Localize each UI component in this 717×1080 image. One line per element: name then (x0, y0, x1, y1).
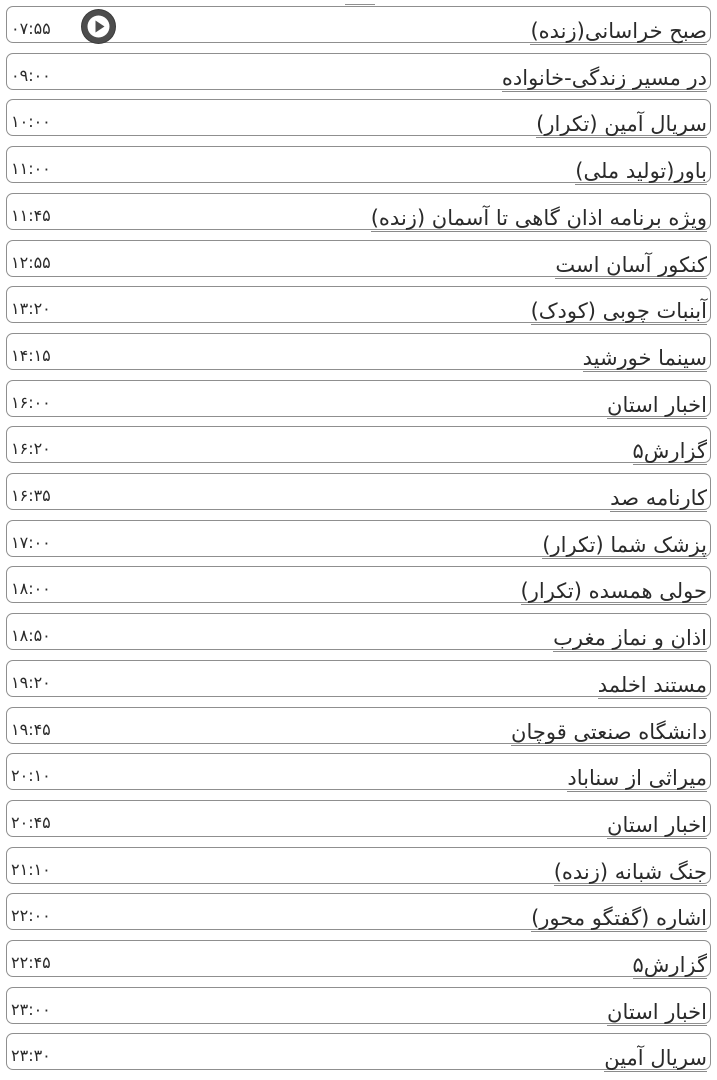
program-title: باور(تولید ملی) (575, 159, 707, 184)
program-title: در مسیر زندگی-خانواده (501, 65, 707, 90)
play-icon (82, 10, 115, 43)
schedule-row[interactable] (6, 566, 711, 603)
program-title: گزارش۵ (632, 953, 707, 977)
program-title: میراثی از سناباد (567, 766, 707, 791)
program-title: صبح خراسانی(زنده) (530, 19, 707, 43)
schedule-row[interactable] (6, 473, 711, 510)
program-time: ۲۰:۴۵ (11, 812, 51, 832)
play-button[interactable] (82, 10, 115, 43)
schedule-row[interactable] (6, 893, 711, 930)
program-time: ۱۱:۰۰ (11, 159, 51, 179)
list-top-edge (345, 0, 375, 5)
program-time: ۲۱:۱۰ (11, 859, 51, 879)
program-title: آبنبات چوبی (کودک) (530, 299, 707, 324)
program-time: ۱۹:۴۵ (11, 719, 51, 739)
program-title: دانشگاه صنعتی قوچان (511, 719, 707, 744)
schedule-row[interactable] (6, 333, 711, 370)
program-time: ۲۳:۰۰ (11, 999, 51, 1019)
schedule-row[interactable] (6, 707, 711, 744)
program-title: سریال آمین (تکرار) (536, 112, 707, 137)
program-time: ۱۲:۵۵ (11, 252, 51, 272)
program-title: سینما خورشید (582, 345, 707, 370)
program-time: ۱۸:۵۰ (11, 626, 51, 646)
schedule-row[interactable] (6, 53, 711, 90)
schedule-row[interactable] (6, 613, 711, 650)
schedule-row[interactable] (6, 753, 711, 790)
schedule-row[interactable] (6, 660, 711, 697)
program-time: ۱۴:۱۵ (11, 345, 51, 365)
schedule-row[interactable] (6, 193, 711, 230)
program-title: اخبار استان (607, 999, 707, 1024)
program-time: ۱۱:۴۵ (11, 205, 51, 225)
program-title: سریال آمین (604, 1046, 707, 1071)
schedule-row[interactable] (6, 6, 711, 43)
program-time: ۱۶:۲۰ (11, 439, 51, 459)
program-title: پزشک شما (تکرار) (542, 532, 707, 557)
schedule-row[interactable] (6, 800, 711, 837)
schedule-row[interactable] (6, 99, 711, 136)
program-time: ۰۹:۰۰ (11, 65, 51, 85)
program-title: اذان و نماز مغرب (553, 626, 707, 651)
schedule-row[interactable] (6, 426, 711, 463)
program-time: ۲۳:۳۰ (11, 1046, 51, 1066)
schedule-row[interactable] (6, 847, 711, 884)
program-title: جنگ شبانه (زنده) (553, 859, 707, 884)
schedule-row[interactable] (6, 146, 711, 183)
program-title: اشاره (گفتگو محور) (531, 906, 707, 931)
program-title: حولی همسده (تکرار) (520, 579, 707, 604)
program-title: اخبار استان (607, 812, 707, 837)
schedule-row[interactable] (6, 286, 711, 323)
schedule-row[interactable] (6, 240, 711, 277)
program-time: ۲۲:۴۵ (11, 953, 51, 972)
schedule-row[interactable] (6, 520, 711, 557)
program-title: کارنامه صد (610, 486, 707, 510)
program-time: ۰۷:۵۵ (11, 19, 51, 38)
schedule-row[interactable] (6, 1033, 711, 1070)
program-time: ۱۷:۰۰ (11, 532, 51, 552)
program-title: کنکور آسان است (555, 252, 707, 277)
program-time: ۲۲:۰۰ (11, 906, 51, 926)
schedule-row[interactable] (6, 987, 711, 1024)
program-title: مستند اخلمد (597, 672, 707, 697)
program-time: ۱۶:۰۰ (11, 392, 51, 412)
program-time: ۱۰:۰۰ (11, 112, 51, 132)
program-time: ۱۳:۲۰ (11, 299, 51, 319)
program-time: ۱۹:۲۰ (11, 672, 51, 692)
program-time: ۲۰:۱۰ (11, 766, 51, 786)
schedule-row[interactable] (6, 940, 711, 977)
schedule-row[interactable] (6, 380, 711, 417)
program-title: گزارش۵ (632, 439, 707, 464)
program-title: ویژه برنامه اذان گاهی تا آسمان (زنده) (370, 205, 707, 230)
program-time: ۱۸:۰۰ (11, 579, 51, 599)
program-title: اخبار استان (607, 392, 707, 417)
program-time: ۱۶:۳۵ (11, 486, 51, 505)
